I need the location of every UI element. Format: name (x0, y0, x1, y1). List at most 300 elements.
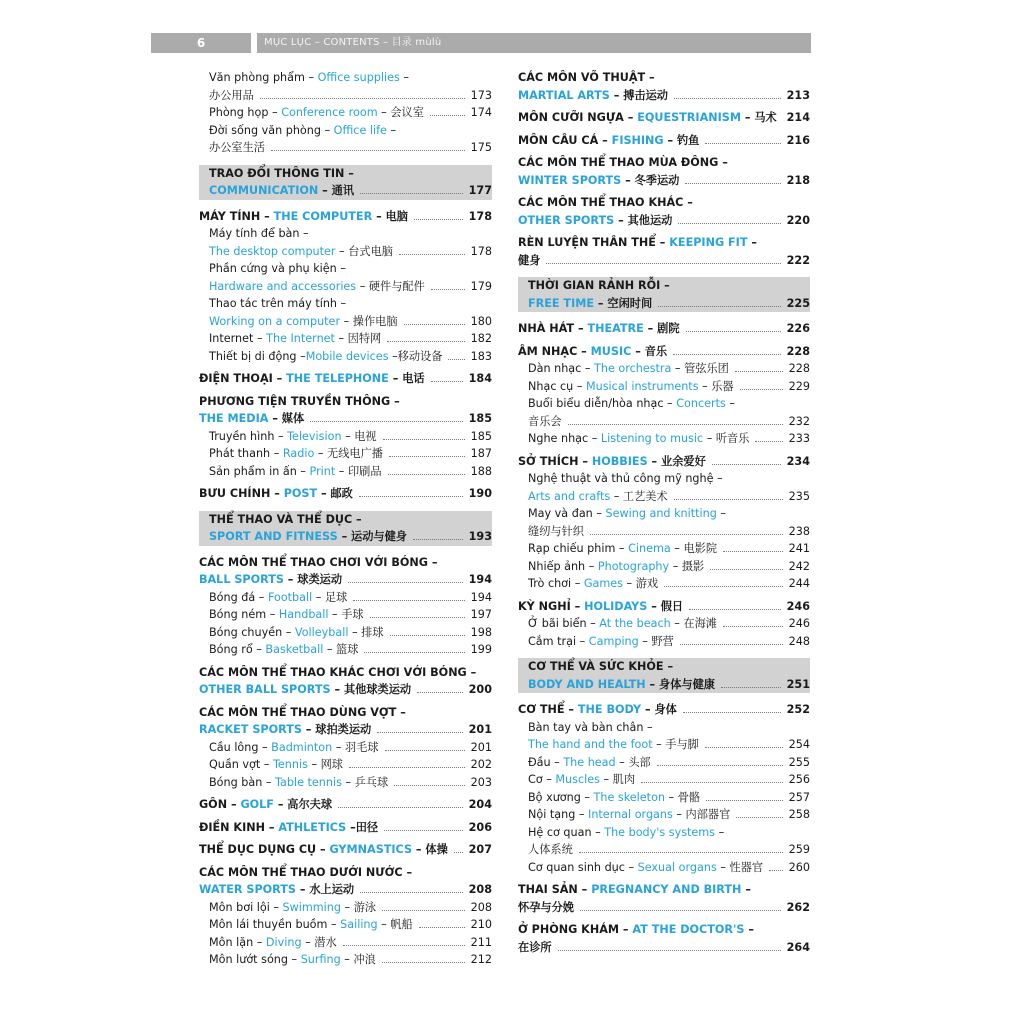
page-number-ref: 220 (786, 213, 810, 227)
toc-chapter-entry[interactable] (518, 109, 810, 127)
toc-line-text (518, 132, 699, 150)
toc-chapter-entry[interactable] (199, 485, 492, 503)
chinese-term: – 身体 (641, 703, 677, 716)
english-term: Office life (333, 123, 387, 137)
vietnamese-text: Nghe nhạc – (528, 432, 601, 445)
toc-line (518, 132, 810, 150)
toc-line-text (209, 739, 379, 757)
toc-subentry[interactable] (518, 859, 810, 877)
chinese-term: – 操作电脑 (340, 314, 398, 328)
toc-line (199, 756, 492, 774)
toc-line-text (518, 212, 672, 230)
toc-line (518, 598, 810, 616)
toc-line-text (199, 571, 342, 589)
toc-subentry[interactable] (518, 615, 810, 633)
vietnamese-text: Văn phòng phẩm – (209, 71, 318, 84)
toc-subentry[interactable] (518, 505, 810, 540)
toc-chapter-entry[interactable] (518, 154, 810, 189)
page-number-ref: 200 (468, 683, 492, 696)
toc-chapter-entry[interactable] (518, 881, 810, 916)
toc-line (518, 194, 810, 212)
dot-leader (657, 765, 783, 766)
dot-leader (413, 539, 463, 540)
vietnamese-text: Nhiếp ảnh – (528, 559, 598, 573)
toc-line (199, 393, 492, 411)
toc-chapter-entry[interactable] (199, 819, 492, 837)
toc-subentry[interactable] (199, 774, 492, 792)
dot-leader (349, 767, 465, 768)
toc-line-text (199, 485, 353, 503)
page-number-ref: 184 (468, 372, 492, 385)
vietnamese-text: Quần vợt – (209, 758, 273, 771)
toc-section-heading[interactable] (199, 165, 492, 200)
toc-line (518, 453, 810, 471)
vietnamese-text: 音乐会 (528, 414, 562, 428)
toc-chapter-entry[interactable] (518, 343, 810, 361)
toc-subentry[interactable] (199, 445, 492, 463)
english-term: HOLIDAYS (584, 599, 648, 613)
english-term: Basketball (265, 643, 324, 656)
toc-line-text (528, 360, 729, 378)
toc-subentry[interactable] (199, 428, 492, 446)
toc-line (199, 348, 492, 366)
toc-line (199, 951, 492, 969)
chinese-term: – (716, 507, 726, 520)
toc-line (199, 330, 492, 348)
toc-subentry[interactable] (518, 754, 810, 772)
english-term: Listening to music (600, 432, 704, 445)
toc-line (199, 225, 492, 243)
page-number-ref: 214 (786, 111, 810, 124)
toc-chapter-entry[interactable] (518, 453, 810, 471)
vietnamese-text: Cơ quan sinh dục – (528, 860, 638, 874)
toc-line (518, 154, 810, 172)
page-number-ref: 211 (470, 935, 492, 949)
toc-subentry[interactable] (199, 606, 492, 624)
dot-leader (310, 421, 463, 422)
english-term: The desktop computer (209, 244, 336, 258)
toc-subentry[interactable] (199, 934, 492, 952)
dot-leader (673, 354, 781, 355)
toc-subentry[interactable] (518, 558, 810, 576)
vietnamese-text: CÁC MÔN THỂ THAO MÙA ĐÔNG – (518, 156, 728, 169)
toc-subentry[interactable] (518, 806, 810, 824)
toc-line-text (518, 881, 751, 899)
english-term: GOLF (240, 798, 274, 811)
page-number-ref: 225 (786, 296, 810, 310)
toc-chapter-entry[interactable] (199, 393, 492, 428)
vietnamese-text: Trò chơi – (528, 577, 584, 590)
dot-leader (360, 892, 463, 893)
toc-subentry[interactable] (199, 589, 492, 607)
toc-section-heading[interactable] (518, 277, 810, 312)
toc-subentry[interactable] (518, 633, 810, 651)
chinese-term: – 电话 (388, 372, 425, 385)
dot-leader (769, 870, 783, 871)
toc-column-right (518, 69, 810, 956)
toc-chapter-entry[interactable] (199, 208, 492, 226)
page-number-ref: 242 (788, 559, 810, 573)
toc-subentry[interactable] (199, 641, 492, 659)
english-term: MARTIAL ARTS (518, 88, 610, 102)
vietnamese-text: Nghệ thuật và thủ công mỹ nghệ – (528, 472, 723, 485)
vietnamese-text: Cầu lông – (209, 740, 272, 754)
dot-leader (683, 712, 781, 713)
toc-line-text (518, 343, 667, 361)
toc-chapter-entry[interactable] (518, 921, 810, 956)
toc-line-text (199, 841, 448, 859)
toc-subentry[interactable] (199, 104, 492, 122)
toc-chapter-entry[interactable] (518, 194, 810, 229)
toc-line-text (518, 939, 552, 957)
toc-line (199, 624, 492, 642)
page-number-ref: 190 (468, 487, 492, 500)
english-term: BODY AND HEALTH (528, 677, 646, 691)
toc-line (199, 881, 492, 899)
dot-leader (431, 289, 465, 290)
chinese-term: – 性器官 (716, 860, 764, 874)
english-term: The orchestra (594, 362, 672, 375)
toc-subentry[interactable] (518, 378, 810, 396)
toc-line (199, 511, 492, 529)
toc-subentry[interactable] (199, 348, 492, 366)
page-number-ref: 246 (788, 617, 810, 630)
page-number-ref: 213 (786, 88, 810, 102)
toc-line-text (209, 528, 407, 546)
toc-line-text (518, 252, 540, 270)
toc-line-text (518, 453, 706, 471)
toc-line (518, 658, 810, 676)
english-term: Football (267, 590, 313, 604)
vietnamese-text: 健身 (518, 253, 541, 267)
page-number-ref: 182 (470, 332, 492, 345)
vietnamese-text: Bộ xương – (528, 790, 594, 804)
toc-line (199, 208, 492, 226)
toc-line-text (528, 505, 726, 523)
toc-line (199, 139, 492, 157)
toc-chapter-entry[interactable] (199, 864, 492, 899)
page-number-ref: 187 (470, 447, 492, 460)
toc-line-text (209, 104, 424, 122)
toc-line-text (518, 154, 728, 172)
page-number-ref: 178 (470, 244, 492, 258)
dot-leader (568, 424, 783, 425)
chinese-term: – 球类运动 (283, 573, 343, 586)
toc-subentry[interactable] (199, 951, 492, 969)
english-term: Muscles (555, 773, 600, 786)
chinese-term: – (725, 397, 735, 410)
toc-line-text (518, 921, 754, 939)
english-term: Working on a computer (209, 314, 341, 328)
dot-leader (454, 852, 463, 853)
chinese-term: – 篮球 (323, 643, 359, 656)
english-term: Television (287, 429, 342, 443)
chinese-term: – 头部 (615, 755, 651, 769)
toc-line-text (209, 899, 376, 917)
chinese-term: – 印刷品 (335, 464, 382, 478)
toc-line-text (528, 806, 730, 824)
english-term: FISHING (611, 133, 664, 147)
toc-line-text (528, 558, 704, 576)
dot-leader (360, 193, 463, 194)
toc-chapter-entry[interactable] (518, 598, 810, 616)
chinese-term: – 乐器 (698, 379, 734, 393)
toc-line-text (209, 606, 364, 624)
toc-line-text (528, 413, 562, 431)
page-number-ref: 244 (788, 577, 810, 590)
vietnamese-text: 人体系统 (528, 843, 573, 856)
toc-line (199, 463, 492, 481)
english-term: ATHLETICS (278, 820, 347, 834)
page-number-ref: 229 (788, 379, 810, 393)
english-term: THE TELEPHONE (286, 372, 389, 385)
toc-line (518, 343, 810, 361)
vietnamese-text: Internet – (209, 332, 267, 345)
page-number-ref: 232 (788, 414, 810, 428)
toc-subentry[interactable] (518, 771, 810, 789)
dot-leader (430, 115, 465, 116)
toc-subentry[interactable] (199, 756, 492, 774)
toc-line (199, 589, 492, 607)
dot-leader (685, 183, 781, 184)
page-number-ref: 175 (470, 141, 492, 154)
chinese-term: – 电影院 (670, 542, 718, 555)
toc-line (199, 796, 492, 814)
toc-subentry[interactable] (518, 430, 810, 448)
chinese-term: – 通讯 (318, 184, 355, 197)
toc-line (199, 704, 492, 722)
toc-line-text (209, 951, 376, 969)
toc-chapter-entry[interactable] (199, 704, 492, 739)
toc-subentry[interactable] (518, 789, 810, 807)
toc-line-text (209, 511, 362, 529)
toc-line-text (518, 234, 757, 252)
toc-line-text (528, 719, 653, 737)
toc-chapter-entry[interactable] (518, 320, 810, 338)
toc-line (518, 558, 810, 576)
dot-leader (382, 910, 465, 911)
toc-line (518, 109, 810, 127)
toc-subentry[interactable] (199, 225, 492, 260)
page-number-ref: 207 (468, 843, 492, 856)
toc-line (518, 234, 810, 252)
toc-line-text (199, 410, 304, 428)
chinese-term: – (747, 236, 757, 249)
page-number-ref: 264 (786, 940, 810, 954)
dot-leader (419, 927, 465, 928)
vietnamese-text: Bóng đá – (209, 590, 268, 604)
chinese-term: – 业余爱好 (647, 454, 706, 468)
toc-subentry[interactable] (199, 624, 492, 642)
english-term: WINTER SPORTS (518, 173, 622, 187)
page-number-ref: 203 (470, 775, 492, 789)
chinese-term: – (715, 825, 725, 839)
toc-line (518, 859, 810, 877)
page-number-ref: 202 (470, 758, 492, 771)
toc-line (518, 939, 810, 957)
page-number-ref: 178 (468, 209, 492, 223)
chinese-term: – 足球 (312, 590, 348, 604)
english-term: At the beach (599, 617, 671, 630)
dot-leader (382, 962, 465, 963)
toc-chapter-entry[interactable] (518, 234, 810, 269)
english-term: RACKET SPORTS (199, 723, 302, 736)
english-term: Hardware and accessories (209, 279, 357, 293)
chinese-term: – 水上运动 (295, 883, 355, 896)
toc-line-text (528, 859, 763, 877)
dot-leader (710, 569, 783, 570)
toc-subentry[interactable] (518, 360, 810, 378)
toc-line (518, 395, 810, 413)
toc-line-text (528, 395, 735, 413)
toc-subentry[interactable] (199, 899, 492, 917)
toc-subentry[interactable] (199, 330, 492, 348)
toc-subentry[interactable] (518, 470, 810, 505)
vietnamese-text: ĐIỆN THOẠI – (199, 372, 287, 385)
toc-line-text (518, 109, 777, 127)
toc-line (199, 571, 492, 589)
vietnamese-text: Truyền hình – (209, 429, 288, 443)
page-number-ref: 183 (470, 349, 492, 363)
vietnamese-text: Hệ cơ quan – (528, 825, 605, 839)
chinese-term: – 骨骼 (665, 790, 701, 804)
page-number-ref: 204 (468, 798, 492, 811)
toc-subentry[interactable] (518, 824, 810, 859)
toc-line (518, 824, 810, 842)
toc-chapter-entry[interactable] (199, 664, 492, 699)
toc-chapter-entry[interactable] (199, 554, 492, 589)
toc-chapter-entry[interactable] (199, 796, 492, 814)
toc-line-text (199, 864, 412, 882)
dot-leader (706, 800, 783, 801)
english-term: Surfing (300, 953, 341, 966)
vietnamese-text: Phòng họp – (209, 106, 282, 119)
english-term: Mobile devices (305, 349, 389, 363)
toc-line-text (528, 633, 674, 651)
page-number-ref: 241 (788, 542, 810, 555)
toc-subentry[interactable] (199, 69, 492, 104)
english-term: KEEPING FIT (669, 236, 748, 249)
toc-subentry[interactable] (518, 719, 810, 754)
vietnamese-text: May và đan – (528, 507, 606, 520)
page-number-ref: 188 (470, 464, 492, 478)
toc-chapter-entry[interactable] (518, 69, 810, 104)
page-number-ref: 218 (786, 173, 810, 187)
page-number-ref: 208 (470, 900, 492, 914)
vietnamese-text: Thao tác trên máy tính – (209, 297, 347, 310)
toc-subentry[interactable] (199, 916, 492, 934)
vietnamese-text: Phần cứng và phụ kiện – (209, 262, 346, 275)
page-number-ref: 212 (470, 953, 492, 966)
toc-line (199, 410, 492, 428)
toc-line-text (209, 330, 381, 348)
toc-line (518, 69, 810, 87)
toc-subentry[interactable] (199, 122, 492, 157)
toc-section-heading[interactable] (518, 658, 810, 693)
toc-line-text (528, 736, 699, 754)
vietnamese-text: CƠ THỂ – (518, 703, 578, 716)
vietnamese-text: 缝纫与针织 (528, 524, 584, 538)
toc-chapter-entry[interactable] (518, 701, 810, 719)
vietnamese-text: 办公室生活 (209, 141, 265, 154)
vietnamese-text: THỂ DỤC DỤNG CỤ – (199, 843, 330, 856)
english-term: WATER SPORTS (199, 883, 296, 896)
toc-line-text (528, 789, 700, 807)
toc-line-text (199, 208, 408, 226)
toc-line (199, 295, 492, 313)
dot-leader (388, 474, 465, 475)
toc-line (199, 87, 492, 105)
toc-line (199, 260, 492, 278)
toc-line-text (209, 916, 413, 934)
toc-line (199, 739, 492, 757)
toc-line-text (209, 589, 347, 607)
vietnamese-text: Bóng ném – (209, 608, 279, 621)
chinese-term: – 钓鱼 (663, 133, 700, 147)
toc-line (199, 554, 492, 572)
page-number-ref: 194 (470, 590, 492, 604)
toc-line (199, 122, 492, 140)
vietnamese-text: Thiết bị di động – (209, 349, 306, 363)
page-number-ref: 238 (788, 524, 810, 538)
toc-subentry[interactable] (518, 540, 810, 558)
english-term: THE COMPUTER (273, 209, 373, 223)
dot-leader (343, 945, 465, 946)
toc-line (518, 841, 810, 859)
toc-subentry[interactable] (199, 295, 492, 330)
toc-subentry[interactable] (518, 575, 810, 593)
toc-line-text (528, 277, 670, 295)
toc-line (199, 916, 492, 934)
toc-chapter-entry[interactable] (199, 370, 492, 388)
dot-leader (705, 747, 783, 748)
dot-leader (705, 143, 781, 144)
english-term: Sewing and knitting (605, 507, 717, 520)
toc-line (518, 921, 810, 939)
chinese-term: –移动设备 (388, 349, 443, 363)
toc-line (199, 664, 492, 682)
vietnamese-text: Dàn nhạc – (528, 362, 595, 375)
toc-line-text (518, 69, 655, 87)
toc-line-text (209, 756, 343, 774)
vietnamese-text: Bóng chuyền – (209, 625, 295, 639)
toc-chapter-entry[interactable] (199, 841, 492, 859)
toc-subentry[interactable] (199, 739, 492, 757)
chinese-term: – 音乐 (631, 344, 668, 358)
toc-line (199, 313, 492, 331)
chinese-term: – 潜水 (301, 935, 337, 949)
english-term: Diving (265, 935, 302, 949)
toc-line-text (518, 87, 668, 105)
toc-subentry[interactable] (518, 395, 810, 430)
toc-line (199, 681, 492, 699)
toc-chapter-entry[interactable] (518, 132, 810, 150)
vietnamese-text: CÁC MÔN THỂ THAO CHƠI VỚI BÓNG – (199, 555, 438, 569)
toc-line-text (209, 278, 425, 296)
toc-line (518, 360, 810, 378)
toc-subentry[interactable] (199, 260, 492, 295)
page-number-ref: 258 (788, 808, 810, 821)
vietnamese-text: CÁC MÔN THỂ THAO DÙNG VỢT – (199, 705, 406, 719)
toc-subentry[interactable] (199, 463, 492, 481)
english-term: Photography (597, 559, 670, 573)
toc-section-heading[interactable] (199, 511, 492, 546)
chinese-term: – 管弦乐团 (671, 362, 729, 375)
vietnamese-text: Bóng rổ – (209, 643, 266, 656)
chinese-term: – 因特网 (334, 332, 382, 345)
toc-line (518, 378, 810, 396)
dot-leader (390, 635, 465, 636)
